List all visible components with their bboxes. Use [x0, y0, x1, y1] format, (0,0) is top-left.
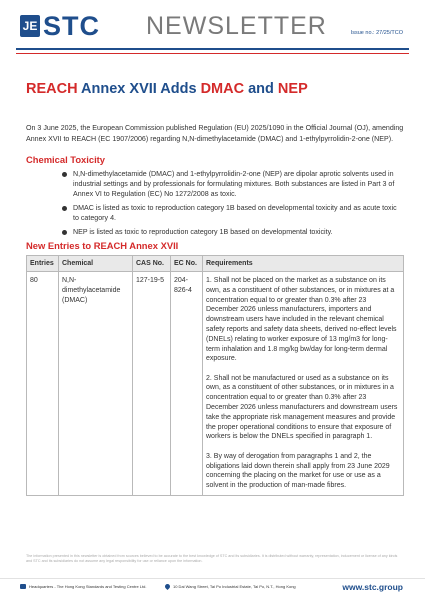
column-header-ec: EC No. — [171, 256, 203, 272]
bullet-text: DMAC is listed as toxic to reproduction category 1B based on developmental toxicity and as acute toxic to category 4. — [73, 203, 397, 222]
requirement-paragraph-3: 3. By way of derogation from paragraphs 1 and 2, the obligations laid down therein shall apply from 23 June 2029 concerning the placing on the market for use or use as a solvent in the production of man-made fibres. — [206, 452, 390, 490]
bullet-icon — [62, 230, 67, 235]
list-item — [26, 170, 404, 200]
stc-logo — [20, 11, 100, 41]
newsletter-title: NEWSLETTER — [146, 12, 327, 40]
cell-entry: 80 — [27, 272, 59, 496]
headline-dmac: DMAC — [200, 81, 245, 97]
toxicity-bullet-list — [26, 170, 404, 241]
section-title-new-entries: New Entries to REACH Annex XVII — [26, 240, 179, 251]
header-divider-blue — [16, 48, 409, 50]
cell-chemical: N,N-dimethylacetamide (DMAC) — [59, 272, 133, 496]
bullet-icon — [62, 206, 67, 211]
bullet-icon — [62, 172, 67, 177]
issue-number: Issue no.: 27/25/TCO — [350, 30, 403, 36]
cell-ec: 204-826-4 — [171, 272, 203, 496]
requirement-paragraph-2: 2. Shall not be manufactured or used as a substance on its own, as a constituent of other substances, or in mixtures in a concentration equal to or greater than 0.3% after 23 December 2026 unless manufacturers and downstream users take the appropriate risk management measures and provide the proper operational conditions to ensure that exposure of workers is below the DNELs specified in paragraph 1. — [206, 374, 398, 441]
table-row — [27, 272, 404, 496]
table-header-row — [27, 256, 404, 272]
page-footer — [0, 578, 425, 601]
bullet-text: NEP is listed as toxic to reproduction category 1B based on developmental toxicity. — [73, 227, 333, 236]
footer-address — [165, 584, 296, 589]
requirement-paragraph-1: 1. Shall not be placed on the market as a substance on its own, as a constituent of other substances, or in mixtures at a concentration equal to or greater than 0.3% after 23 December 2026 unless manufacturers, importers and downstream users have included in the relevant chemical safety reports and safety data sheets, derived no-effect levels (DNELs) relating to worker exposure of 13 mg/m3 for long-term inhalation and 1.8 mg/kg bw/day for long-term dermal exposure. — [206, 277, 397, 363]
website-link[interactable]: www.stc.group — [342, 582, 403, 592]
article-headline — [26, 80, 308, 98]
footer-address-text: 10 Dai Wang Street, Tai Po Industrial Estate, Tai Po, N.T., Hong Kong — [173, 584, 296, 589]
disclaimer-text: The information presented in this newsletter is obtained from sources believed to be accurate to the best knowledge of STC and its subsidiaries. It is distributed without warranty, representation, inducement or license of any kinds and STC and its subsidiaries do not assume any legal responsibility for use or reliance upon the information. — [26, 554, 398, 564]
intro-paragraph: On 3 June 2025, the European Commission published Regulation (EU) 2025/1090 in the Official Journal (OJ), amending Annex XVII to REACH (EC 1907/2006) regarding N,N-dimethylacetamide (DMAC) and 1-ethylpyrrolidin-2-one (NEP). — [26, 124, 404, 143]
column-header-cas: CAS No. — [133, 256, 171, 272]
column-header-entries: Entries — [27, 256, 59, 272]
logo-mark-icon: JE — [20, 15, 40, 37]
column-header-chemical: Chemical — [59, 256, 133, 272]
list-item — [26, 204, 404, 224]
entries-table — [26, 255, 404, 496]
header-divider-red — [16, 53, 409, 54]
list-item — [26, 228, 404, 238]
section-title-chemical-toxicity: Chemical Toxicity — [26, 154, 106, 165]
page-header — [0, 0, 425, 75]
footer-hq-text: Headquarters - The Hong Kong Standards and Testing Centre Ltd. — [29, 584, 147, 589]
cell-cas: 127-19-5 — [133, 272, 171, 496]
column-header-requirements: Requirements — [203, 256, 404, 272]
headline-reach: REACH — [26, 81, 78, 97]
headline-nep: NEP — [277, 81, 308, 97]
building-icon — [20, 584, 26, 589]
footer-hq — [20, 584, 146, 589]
logo-text: STC — [43, 11, 100, 41]
bullet-text: N,N-dimethylacetamide (DMAC) and 1-ethylpyrrolidin-2-one (NEP) are dipolar aprotic solvents used in industrial settings and by professionals for formulating mixtures. Both substances are listed in Part 3 of Annex VI to Regulation (EC) No 1272/2008 as toxic. — [73, 170, 395, 198]
cell-requirements — [203, 272, 404, 496]
location-pin-icon — [164, 583, 171, 590]
headline-and: and — [244, 81, 278, 97]
headline-annex: Annex XVII Adds — [77, 81, 201, 97]
